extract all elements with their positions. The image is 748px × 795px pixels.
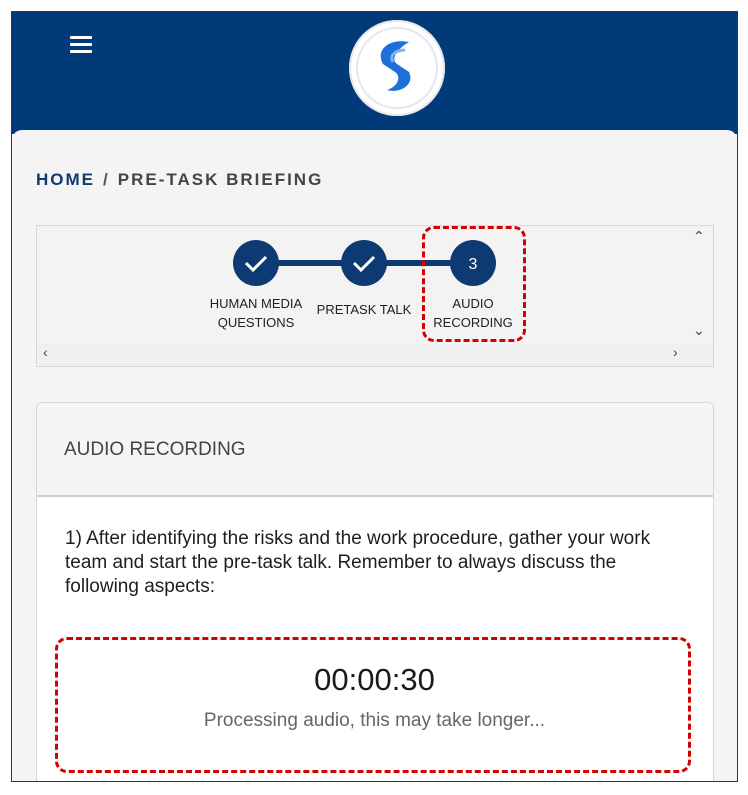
horizontal-scrollbar[interactable] <box>37 344 713 366</box>
step-1-marker <box>233 240 279 286</box>
step-2-marker <box>341 240 387 286</box>
card-title: AUDIO RECORDING <box>64 439 246 460</box>
breadcrumb-separator: / <box>103 170 110 189</box>
svg-text:3: 3 <box>468 256 478 273</box>
timer-highlight <box>55 637 691 773</box>
recording-timer: 00:00:30 <box>314 662 435 697</box>
scroll-up-icon[interactable]: ⌃ <box>693 228 705 244</box>
app-frame <box>11 11 738 782</box>
current-step-highlight <box>422 226 526 342</box>
breadcrumb-home-link[interactable]: HOME <box>36 170 95 189</box>
scroll-left-icon[interactable]: ‹ <box>43 344 48 360</box>
step-label-audio-recording[interactable]: AUDIO RECORDING <box>433 296 513 330</box>
processing-status: Processing audio, this may take longer... <box>203 710 546 731</box>
scroll-down-icon[interactable]: ⌄ <box>693 322 705 338</box>
hamburger-menu-icon[interactable] <box>70 36 92 54</box>
scroll-right-icon[interactable]: › <box>673 344 678 360</box>
breadcrumb-current: PRE-TASK BRIEFING <box>117 170 324 189</box>
step-label-human-media[interactable]: HUMAN MEDIA QUESTIONS <box>209 296 303 330</box>
top-bar-edge <box>12 130 737 140</box>
breadcrumb <box>36 170 323 190</box>
instruction-text: 1) After identifying the risks and the work procedure, gather your work team and start the pre-task talk. Remember to always discuss the following aspects: <box>65 528 651 597</box>
step-label-pretask-talk[interactable]: PRETASK TALK <box>316 302 412 317</box>
stepper-panel <box>36 225 714 367</box>
card-header <box>37 403 713 497</box>
app-logo-icon[interactable] <box>349 20 445 116</box>
